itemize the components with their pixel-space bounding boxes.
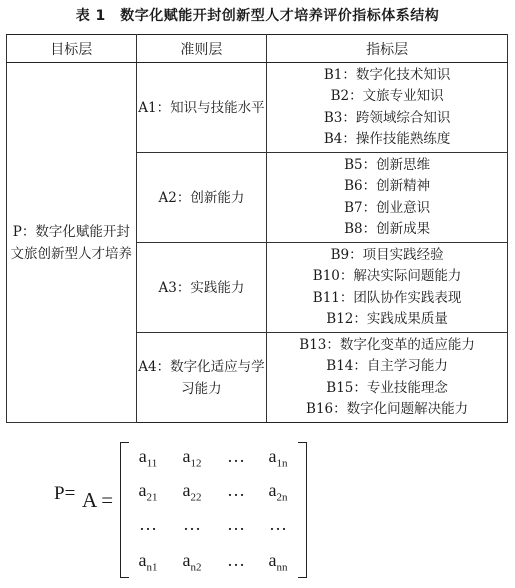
matrix-cell: $a_{nn}$: [268, 550, 288, 574]
equation-a-label: A =: [82, 488, 114, 512]
indicator-table: [6, 34, 508, 423]
matrix-cell: …: [227, 514, 245, 534]
goal-text: P：数字化赋能开封文旅创新型人才培养: [10, 223, 133, 262]
goal-cell: [7, 63, 137, 423]
table-header-row: [7, 35, 508, 63]
criterion-cell: A2：创新能力: [136, 153, 267, 243]
indicator-cell: [267, 333, 508, 423]
criterion-cell: A1：知识与技能水平: [136, 63, 267, 153]
matrix-cell: …: [269, 514, 287, 534]
matrix-cell: …: [139, 514, 157, 534]
equation-p-label: P=: [54, 483, 76, 504]
indicator-item: B12：实践成果质量: [326, 311, 448, 327]
matrix-cell: $a_{2n}$: [268, 480, 288, 504]
matrix-cell: $a_{n2}$: [182, 550, 202, 574]
criterion-cell: A4：数字化适应与学习能力: [136, 333, 267, 423]
indicator-item: B14：自主学习能力: [326, 358, 448, 374]
indicator-item: B2：文旅专业知识: [330, 88, 444, 104]
matrix-cell: …: [227, 446, 245, 466]
matrix-cell: $a_{21}$: [138, 480, 158, 504]
indicator-cell: [267, 63, 508, 153]
matrix-cell: $a_{n1}$: [138, 550, 158, 574]
matrix-cell: …: [227, 550, 245, 570]
indicator-item: B4：操作技能熟练度: [323, 131, 451, 147]
judgment-matrix: [128, 438, 298, 583]
matrix-cell: $a_{12}$: [182, 446, 202, 470]
table-row: [7, 63, 508, 153]
matrix-cell: $a_{22}$: [182, 480, 202, 504]
indicator-item: B11：团队协作实践表现: [312, 289, 462, 306]
indicator-item: B15：专业技能理念: [326, 379, 448, 396]
matrix-cell: …: [183, 514, 201, 534]
matrix-right-bracket: [298, 442, 307, 578]
header-goal-layer: 目标层: [7, 35, 137, 63]
indicator-item: B1：数字化技术知识: [323, 66, 451, 83]
matrix-cell: …: [227, 480, 245, 500]
indicator-item: B9：项目实践经验: [330, 246, 444, 263]
matrix-equation: [0, 438, 515, 583]
indicator-item: B10：解决实际问题能力: [312, 268, 462, 284]
indicator-item: B5：创新思维: [344, 156, 431, 173]
header-criterion-layer: 准则层: [136, 35, 267, 63]
indicator-item: B8：创新成果: [344, 221, 431, 237]
matrix-cell: $a_{11}$: [138, 446, 158, 470]
table-caption: 表 1 数字化赋能开封创新型人才培养评价指标体系结构: [75, 8, 440, 24]
indicator-item: B7：创业意识: [344, 199, 431, 216]
indicator-cell: [267, 153, 508, 243]
indicator-item: B3：跨领域综合知识: [323, 109, 451, 126]
indicator-cell: [267, 243, 508, 333]
header-indicator-layer: 指标层: [267, 35, 508, 63]
indicator-item: B16：数字化问题解决能力: [306, 401, 469, 417]
indicator-item: B6：创新精神: [344, 178, 431, 194]
criterion-cell: A3：实践能力: [136, 243, 267, 333]
indicator-item: B13：数字化变革的适应能力: [299, 336, 475, 353]
matrix-cell: $a_{1n}$: [268, 446, 288, 470]
